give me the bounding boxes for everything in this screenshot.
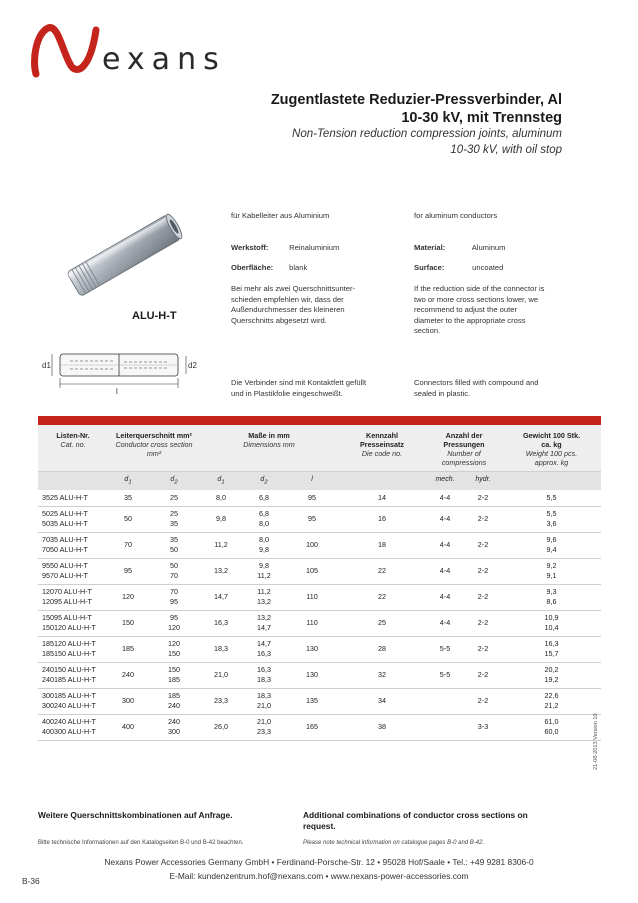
cell-w-line: 9,1	[546, 571, 557, 581]
header-weight-en1: Weight 100 pcs.	[525, 449, 578, 458]
table-row	[38, 714, 601, 740]
sub-d: d	[124, 476, 129, 483]
cell-d2-line: 11,2	[257, 587, 271, 597]
cell-w	[502, 584, 601, 610]
cell-mech: 4-4	[426, 610, 464, 636]
cell-w-line: 10,9	[544, 613, 559, 623]
cell-c2-line: 35	[170, 535, 178, 545]
cell-w	[502, 558, 601, 584]
header-cat-no-de: Listen-Nr.	[56, 431, 90, 440]
de-surface-value: blank	[289, 263, 308, 272]
cell-cat-line: 185120 ALU-H-T	[42, 639, 96, 649]
table-body	[38, 490, 601, 740]
cell-d2-line: 18,3	[257, 691, 271, 701]
cell-c2	[148, 688, 200, 714]
cell-c1: 120	[108, 584, 148, 610]
cell-hydr: 2-2	[464, 490, 502, 506]
cell-c1: 240	[108, 662, 148, 688]
table-row	[38, 506, 601, 532]
more-combinations-de: Weitere Querschnittskombinationen auf Anfrage.	[38, 810, 233, 820]
cell-c2-line: 95	[170, 613, 178, 623]
cell-c2-line: 35	[170, 519, 178, 529]
table-row	[38, 490, 601, 506]
info-de-for: für Kabelleiter aus Aluminium	[231, 211, 330, 220]
cell-c2	[148, 490, 200, 506]
cell-d2	[242, 490, 286, 506]
cell-c1: 185	[108, 636, 148, 662]
cell-hydr: 2-2	[464, 532, 502, 558]
cell-d1: 16,3	[200, 610, 242, 636]
de-note-line: Bei mehr als zwei Querschnittsunter-	[231, 284, 356, 293]
cell-w-line: 8,6	[546, 597, 557, 607]
cell-d2-line: 6,8	[259, 493, 269, 503]
cell-w	[502, 490, 601, 506]
schematic-d1-label: d1	[42, 361, 51, 370]
cell-mech	[426, 688, 464, 714]
cell-d2-line: 16,3	[257, 649, 271, 659]
cell-cat	[38, 506, 108, 532]
de-material-value: Reinaluminium	[289, 243, 340, 252]
sub-d: d	[260, 476, 265, 483]
header-cross-de: Leiterquerschnitt mm²	[116, 431, 192, 440]
cell-cat-line: 12095 ALU-H-T	[42, 597, 92, 607]
info-en-fill	[414, 378, 539, 399]
cell-w-line: 16,3	[544, 639, 559, 649]
header-code-de1: Kennzahl	[366, 431, 398, 440]
cell-c2-line: 300	[168, 727, 180, 737]
cell-cat-line: 5035 ALU-H-T	[42, 519, 88, 529]
table-row	[38, 662, 601, 688]
cell-cat-line: 7035 ALU-H-T	[42, 535, 88, 545]
cell-cat-line: 7050 ALU-H-T	[42, 545, 88, 555]
cell-d1: 14,7	[200, 584, 242, 610]
cell-cat	[38, 636, 108, 662]
header-press-en2: compressions	[441, 458, 487, 467]
cell-d2-line: 6,8	[259, 509, 269, 519]
sub-index: 2	[174, 479, 178, 486]
header-dim-de: Maße in mm	[248, 431, 290, 440]
cell-c2-line: 70	[170, 571, 178, 581]
more-combinations-en: Additional combinations of conductor cross sections on request.	[303, 810, 528, 831]
cell-w	[502, 714, 601, 740]
header-press-en1: Number of	[447, 449, 481, 458]
header-code-de2: Presseinsatz	[360, 440, 404, 449]
cell-d1: 13,2	[200, 558, 242, 584]
cell-d2-line: 14,7	[257, 623, 271, 633]
cell-c1: 150	[108, 610, 148, 636]
page-title-de	[271, 91, 562, 127]
en-note-line: If the reduction side of the connector is	[414, 284, 545, 293]
cell-mech: 5-5	[426, 636, 464, 662]
cell-code: 16	[338, 506, 426, 532]
cell-l: 135	[286, 688, 338, 714]
subheader-d1-dim	[200, 472, 242, 491]
de-note-line: Querschnitts abgesetzt wird.	[231, 315, 327, 325]
cell-hydr: 2-2	[464, 506, 502, 532]
cell-code: 38	[338, 714, 426, 740]
cell-hydr: 2-2	[464, 610, 502, 636]
en-note-line: recommend to adjust the outer	[414, 305, 517, 315]
cell-w	[502, 532, 601, 558]
en-note-line: two or more cross sections lower, we	[414, 294, 539, 304]
cell-cat-line: 15095 ALU-H-T	[42, 613, 92, 623]
cell-c2-line: 185	[168, 691, 180, 701]
cell-c2	[148, 532, 200, 558]
header-compressions	[426, 425, 502, 472]
cell-d2	[242, 532, 286, 558]
cell-d2	[242, 610, 286, 636]
cell-cat	[38, 714, 108, 740]
info-en-surface	[414, 263, 503, 274]
cell-c2-line: 240	[168, 701, 180, 711]
header-die-code	[338, 425, 426, 472]
cell-d2-line: 9,8	[259, 545, 269, 555]
cell-w-line: 9,3	[546, 587, 557, 597]
cell-d2	[242, 688, 286, 714]
cell-d2-line: 16,3	[257, 665, 271, 675]
cell-hydr: 2-2	[464, 584, 502, 610]
table-accent-bar	[38, 416, 601, 425]
cell-d2-line: 18,3	[257, 675, 271, 685]
cell-d1: 9,8	[200, 506, 242, 532]
info-de-material	[231, 243, 339, 254]
table-row	[38, 610, 601, 636]
technical-note-de: Bitte technische Informationen auf den Katalogseiten B-0 und B-42 beachten.	[38, 840, 244, 846]
cell-c2	[148, 584, 200, 610]
cell-cat	[38, 584, 108, 610]
cell-hydr: 2-2	[464, 688, 502, 714]
cell-l: 105	[286, 558, 338, 584]
header-dimensions	[200, 425, 338, 472]
nexans-logo-text: exans	[102, 42, 226, 77]
de-note-line: schieden empfehlen wir, dass der	[231, 294, 344, 304]
cell-code: 34	[338, 688, 426, 714]
page-title-en	[292, 126, 562, 158]
info-en-material	[414, 243, 505, 254]
cell-cat	[38, 688, 108, 714]
cell-code: 14	[338, 490, 426, 506]
header-cross-unit: mm²	[146, 449, 162, 458]
header-cross-en: Conductor cross section	[115, 440, 193, 449]
cell-d2-line: 13,2	[257, 613, 271, 623]
cell-d2	[242, 636, 286, 662]
cell-l: 130	[286, 662, 338, 688]
cell-l: 110	[286, 610, 338, 636]
cell-w-line: 5,5	[546, 509, 557, 519]
cell-c1: 35	[108, 490, 148, 506]
schematic-l-label: l	[116, 387, 118, 396]
cell-cat-line: 185150 ALU-H-T	[42, 649, 96, 659]
de-surface-label: Oberfläche:	[231, 263, 274, 272]
cell-w-line: 20,2	[544, 665, 559, 675]
cell-w-line: 19,2	[544, 675, 559, 685]
sub-d: d	[170, 476, 175, 483]
cell-w-line: 60,0	[544, 727, 559, 737]
cell-hydr: 2-2	[464, 558, 502, 584]
header-weight	[502, 425, 601, 472]
cell-l: 130	[286, 636, 338, 662]
subheader-d2-cross	[148, 472, 200, 491]
cell-w-line: 22,6	[544, 691, 559, 701]
cell-w	[502, 610, 601, 636]
cell-c1: 70	[108, 532, 148, 558]
cell-mech: 4-4	[426, 558, 464, 584]
cell-c2-line: 25	[170, 509, 178, 519]
en-fill-line: sealed in plastic.	[414, 388, 471, 398]
cell-cat	[38, 662, 108, 688]
table-row	[38, 584, 601, 610]
cell-cat-line: 300240 ALU-H-T	[42, 701, 96, 711]
en-note-line: section.	[414, 326, 441, 336]
cell-d2-line: 14,7	[257, 639, 271, 649]
cell-w	[502, 662, 601, 688]
table-row	[38, 688, 601, 714]
cell-c1: 400	[108, 714, 148, 740]
cell-d2-line: 13,2	[257, 597, 271, 607]
cell-code: 22	[338, 584, 426, 610]
en-material-label: Material:	[414, 243, 446, 252]
cell-l: 95	[286, 506, 338, 532]
cell-code: 22	[338, 558, 426, 584]
cell-d2	[242, 558, 286, 584]
cell-d2	[242, 714, 286, 740]
de-material-label: Werkstoff:	[231, 243, 269, 252]
de-fill-line: und in Plastikfolie eingeschweißt.	[231, 388, 343, 398]
cell-w-line: 5,5	[546, 493, 557, 503]
sub-index: 1	[221, 479, 225, 486]
cell-c1: 300	[108, 688, 148, 714]
cell-d2-line: 8,0	[259, 535, 269, 545]
cell-d1: 18,3	[200, 636, 242, 662]
cell-d2-line: 9,8	[259, 561, 269, 571]
cell-d2	[242, 584, 286, 610]
cell-l: 100	[286, 532, 338, 558]
info-de-surface	[231, 263, 307, 274]
technical-note-en: Please note technical information on catalogue pages B-0 and B-42.	[303, 840, 485, 846]
cell-d2-line: 21,0	[257, 717, 271, 727]
title-en-line2: 10-30 kV, with oil stop	[450, 144, 562, 156]
product-photo	[48, 206, 198, 306]
cell-cat	[38, 490, 108, 506]
table-row	[38, 558, 601, 584]
cell-cat	[38, 610, 108, 636]
cell-mech: 4-4	[426, 490, 464, 506]
cell-c2-line: 240	[168, 717, 180, 727]
cell-c2	[148, 662, 200, 688]
table-row	[38, 636, 601, 662]
cell-w-line: 61,0	[544, 717, 559, 727]
en-surface-value: uncoated	[472, 263, 504, 272]
cell-d1: 11,2	[200, 532, 242, 558]
cell-c1: 50	[108, 506, 148, 532]
header-press-de1: Anzahl der	[445, 431, 483, 440]
sub-d: d	[217, 476, 222, 483]
cell-w	[502, 636, 601, 662]
header-weight-de2: ca. kg	[541, 440, 562, 449]
subheader-blank	[38, 472, 108, 491]
header-weight-en2: approx. kg	[534, 458, 569, 467]
cell-code: 25	[338, 610, 426, 636]
de-fill-line: Die Verbinder sind mit Kontaktfett gefüllt	[231, 378, 367, 387]
de-note-line: Außendurchmesser des kleineren	[231, 305, 345, 315]
company-address: Nexans Power Accessories Germany GmbH • Ferdinand-Porsche-Str. 12 • 95028 Hof/Saale • Tel.: +49 9281 8306-0	[104, 857, 534, 867]
cell-w	[502, 506, 601, 532]
cell-c2-line: 120	[168, 623, 180, 633]
cell-hydr: 2-2	[464, 636, 502, 662]
nexans-n-logo-mark	[28, 20, 108, 80]
subheader-d2-dim	[242, 472, 286, 491]
cell-cat-line: 240185 ALU-H-T	[42, 675, 96, 685]
cell-w-line: 9,4	[546, 545, 557, 555]
header-code-en: Die code no.	[361, 449, 403, 458]
sub-index: 1	[128, 479, 132, 486]
cell-mech: 4-4	[426, 532, 464, 558]
en-surface-label: Surface:	[414, 263, 445, 272]
cell-cat-line: 12070 ALU-H-T	[42, 587, 92, 597]
cell-w-line: 9,2	[546, 561, 557, 571]
cell-cat-line: 400240 ALU-H-T	[42, 717, 96, 727]
header-press-de2: Pressungen	[443, 440, 485, 449]
subheader-hydr: hydr.	[464, 472, 502, 491]
cell-l: 165	[286, 714, 338, 740]
title-de-line1: Zugentlastete Reduzier-Pressverbinder, Al	[270, 92, 562, 108]
cell-mech	[426, 714, 464, 740]
cell-c2	[148, 558, 200, 584]
cell-c2-line: 150	[168, 665, 180, 675]
header-dim-en: Dimensions mm	[243, 440, 295, 449]
cell-c2-line: 70	[170, 587, 178, 597]
en-note-line: diameter to the appropriate cross	[414, 315, 526, 325]
cell-c2	[148, 506, 200, 532]
cell-cat-line: 150120 ALU-H-T	[42, 623, 96, 633]
info-en-note	[414, 284, 544, 337]
title-de-line2: 10-30 kV, mit Trennsteg	[401, 110, 562, 126]
cell-cat	[38, 558, 108, 584]
cell-cat-line: 400300 ALU-H-T	[42, 727, 96, 737]
cell-hydr: 2-2	[464, 662, 502, 688]
cell-cat-line: 300185 ALU-H-T	[42, 691, 96, 701]
cell-cat-line: 3525 ALU-H-T	[42, 493, 88, 503]
en-material-value: Aluminum	[471, 243, 506, 252]
cell-w-line: 10,4	[544, 623, 559, 633]
title-en-line1: Non-Tension reduction compression joints, aluminum	[292, 128, 562, 140]
cell-d1: 23,3	[200, 688, 242, 714]
cell-cat	[38, 532, 108, 558]
cell-c1: 95	[108, 558, 148, 584]
product-table	[38, 416, 601, 741]
version-stamp: 21-08-2013 Version 10	[593, 713, 599, 770]
cell-mech: 4-4	[426, 506, 464, 532]
subheader-mech: mech.	[426, 472, 464, 491]
header-cat-no-en: Cat. no.	[60, 440, 86, 449]
cell-l: 95	[286, 490, 338, 506]
subheader-l: l	[286, 472, 338, 491]
cell-c2	[148, 610, 200, 636]
info-en-for: for aluminum conductors	[414, 211, 498, 220]
table-row	[38, 532, 601, 558]
cell-d2-line: 23,3	[257, 727, 271, 737]
cell-cat-line: 9550 ALU-H-T	[42, 561, 88, 571]
cell-code: 32	[338, 662, 426, 688]
cell-w-line: 21,2	[544, 701, 559, 711]
company-contact: E-Mail: kundenzentrum.hof@nexans.com • www.nexans-power-accessories.com	[169, 871, 469, 881]
cell-cat-line: 240150 ALU-H-T	[42, 665, 96, 675]
nexans-logo	[28, 20, 248, 80]
cell-w-line: 15,7	[544, 649, 559, 659]
cell-w-line: 3,6	[546, 519, 557, 529]
cell-c2-line: 185	[168, 675, 180, 685]
sub-index: 2	[264, 479, 268, 486]
cell-w	[502, 688, 601, 714]
cell-d2-line: 8,0	[259, 519, 269, 529]
page-number: B-36	[22, 876, 40, 886]
cell-c2-line: 150	[168, 649, 180, 659]
subheader-blank	[502, 472, 601, 491]
cell-c2	[148, 714, 200, 740]
cell-d2-line: 11,2	[257, 571, 271, 581]
cell-c2-line: 50	[170, 561, 178, 571]
header-cross-section	[108, 425, 200, 472]
subheader-d1-cross	[108, 472, 148, 491]
cell-c2-line: 95	[170, 597, 178, 607]
schematic-d2-label: d2	[188, 361, 197, 370]
cell-d2	[242, 662, 286, 688]
header-cat-no	[38, 425, 108, 472]
info-de-fill	[231, 378, 366, 399]
cell-d2	[242, 506, 286, 532]
en-fill-line: Connectors filled with compound and	[414, 378, 539, 387]
cell-code: 28	[338, 636, 426, 662]
cell-d2-line: 21,0	[257, 701, 271, 711]
cell-d1: 21,0	[200, 662, 242, 688]
cell-d1: 26,0	[200, 714, 242, 740]
subheader-blank	[338, 472, 426, 491]
header-weight-de1: Gewicht 100 Stk.	[522, 431, 581, 440]
cell-code: 18	[338, 532, 426, 558]
cell-mech: 5-5	[426, 662, 464, 688]
cell-cat-line: 5025 ALU-H-T	[42, 509, 88, 519]
cell-c2-line: 25	[170, 493, 178, 503]
cell-d1: 8,0	[200, 490, 242, 506]
product-name: ALU-H-T	[132, 310, 177, 322]
cell-c2	[148, 636, 200, 662]
cell-mech: 4-4	[426, 584, 464, 610]
cell-w-line: 9,6	[546, 535, 557, 545]
cell-cat-line: 9570 ALU-H-T	[42, 571, 88, 581]
connector-schematic	[38, 348, 198, 396]
info-de-note	[231, 284, 355, 326]
cell-l: 110	[286, 584, 338, 610]
cell-c2-line: 120	[168, 639, 180, 649]
cell-c2-line: 50	[170, 545, 178, 555]
cell-hydr: 3-3	[464, 714, 502, 740]
